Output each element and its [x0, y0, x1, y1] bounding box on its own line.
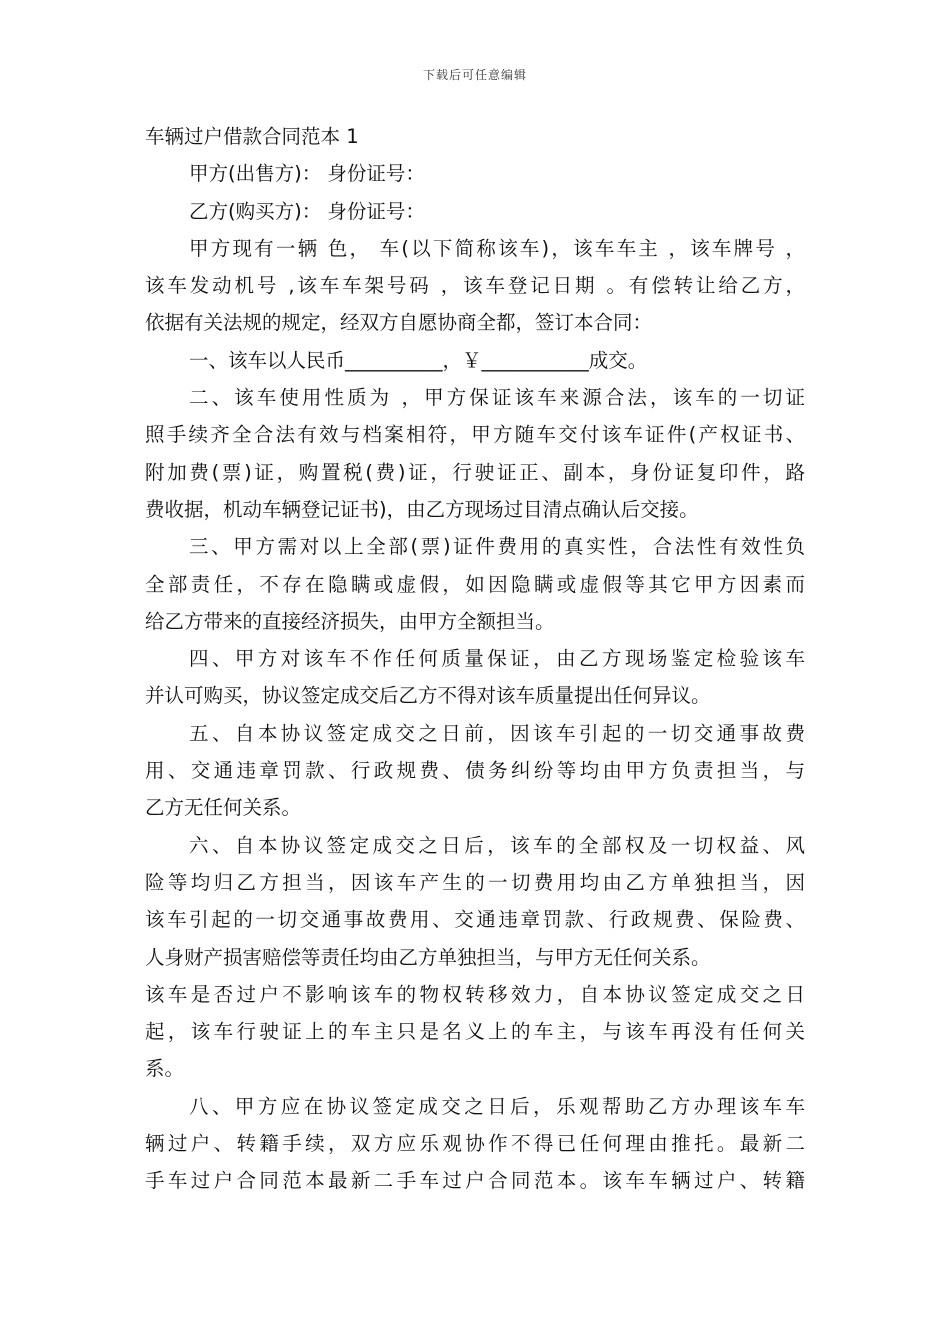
document-line: 四、甲方对该车不作任何质量保证，由乙方现场鉴定检验该车: [189, 647, 805, 671]
document-line: 一、该车以人民币__________，￥___________成交。: [189, 348, 648, 372]
document-line: 甲方(出售方)： 身份证号：: [189, 162, 425, 186]
document-line: 二、该车使用性质为 ，甲方保证该车来源合法，该车的一切证: [189, 386, 805, 410]
document-title: 车辆过户借款合同范本 1: [145, 125, 359, 148]
document-line: 依据有关法规的规定，经双方自愿协商全都，签订本合同：: [145, 311, 653, 335]
document-line: 该车发动机号 ,该车车架号码 ，该车登记日期 。有偿转让给乙方，: [145, 274, 805, 298]
document-line: 该车引起的一切交通事故费用、交通违章罚款、行政规费、保险费、: [145, 908, 805, 932]
document-line: 全部责任，不存在隐瞒或虚假，如因隐瞒或虚假等其它甲方因素而: [145, 572, 805, 596]
document-line: 用、交通违章罚款、行政规费、债务纠纷等均由甲方负责担当，与: [145, 759, 805, 783]
document-lines: [145, 155, 805, 1199]
document-line: 乙方(购买方)： 身份证号：: [189, 199, 425, 223]
document-line: 辆过户、转籍手续，双方应乐观协作不得已任何理由推托。最新二: [145, 1132, 805, 1156]
document-line: 手车过户合同范本最新二手车过户合同范本。该车车辆过户、转籍: [145, 1169, 805, 1193]
document-line: 六、自本协议签定成交之日后，该车的全部权及一切权益、风: [189, 833, 805, 857]
document-line: 附加费(票)证，购置税(费)证，行驶证正、副本，身份证复印件，路: [145, 460, 805, 484]
document-line: 险等均归乙方担当，因该车产生的一切费用均由乙方单独担当，因: [145, 870, 805, 894]
document-line: 三、甲方需对以上全部(票)证件费用的真实性，合法性有效性负: [189, 535, 805, 559]
page-header-note: 下载后可任意编辑: [422, 68, 527, 82]
document-line: 乙方无任何关系。: [145, 796, 302, 820]
document-body: [145, 118, 805, 1200]
document-line: 系。: [145, 1057, 185, 1081]
document-line: 人身财产损害赔偿等责任均由乙方单独担当，与甲方无任何关系。: [145, 945, 711, 969]
document-line: 八、甲方应在协议签定成交之日后，乐观帮助乙方办理该车车: [189, 1094, 805, 1118]
document-line: 并认可购买，协议签定成交后乙方不得对该车质量提出任何异议。: [145, 684, 711, 708]
document-line: 五、自本协议签定成交之日前，因该车引起的一切交通事故费: [189, 721, 805, 745]
document-line: 照手续齐全合法有效与档案相符，甲方随车交付该车证件(产权证书、: [145, 423, 805, 447]
document-line: 费收据，机动车辆登记证书)，由乙方现场过目清点确认后交接。: [145, 497, 699, 521]
document-line: 给乙方带来的直接经济损失，由甲方全额担当。: [145, 609, 555, 633]
document-line: 起，该车行驶证上的车主只是名义上的车主，与该车再没有任何关: [145, 1020, 805, 1044]
document-line: 甲方现有一辆 色， 车(以下简称该车)，该车车主 ，该车牌号 ，: [189, 236, 805, 260]
document-line: 该车是否过户不影响该车的物权转移效力，自本协议签定成交之日: [145, 982, 805, 1006]
